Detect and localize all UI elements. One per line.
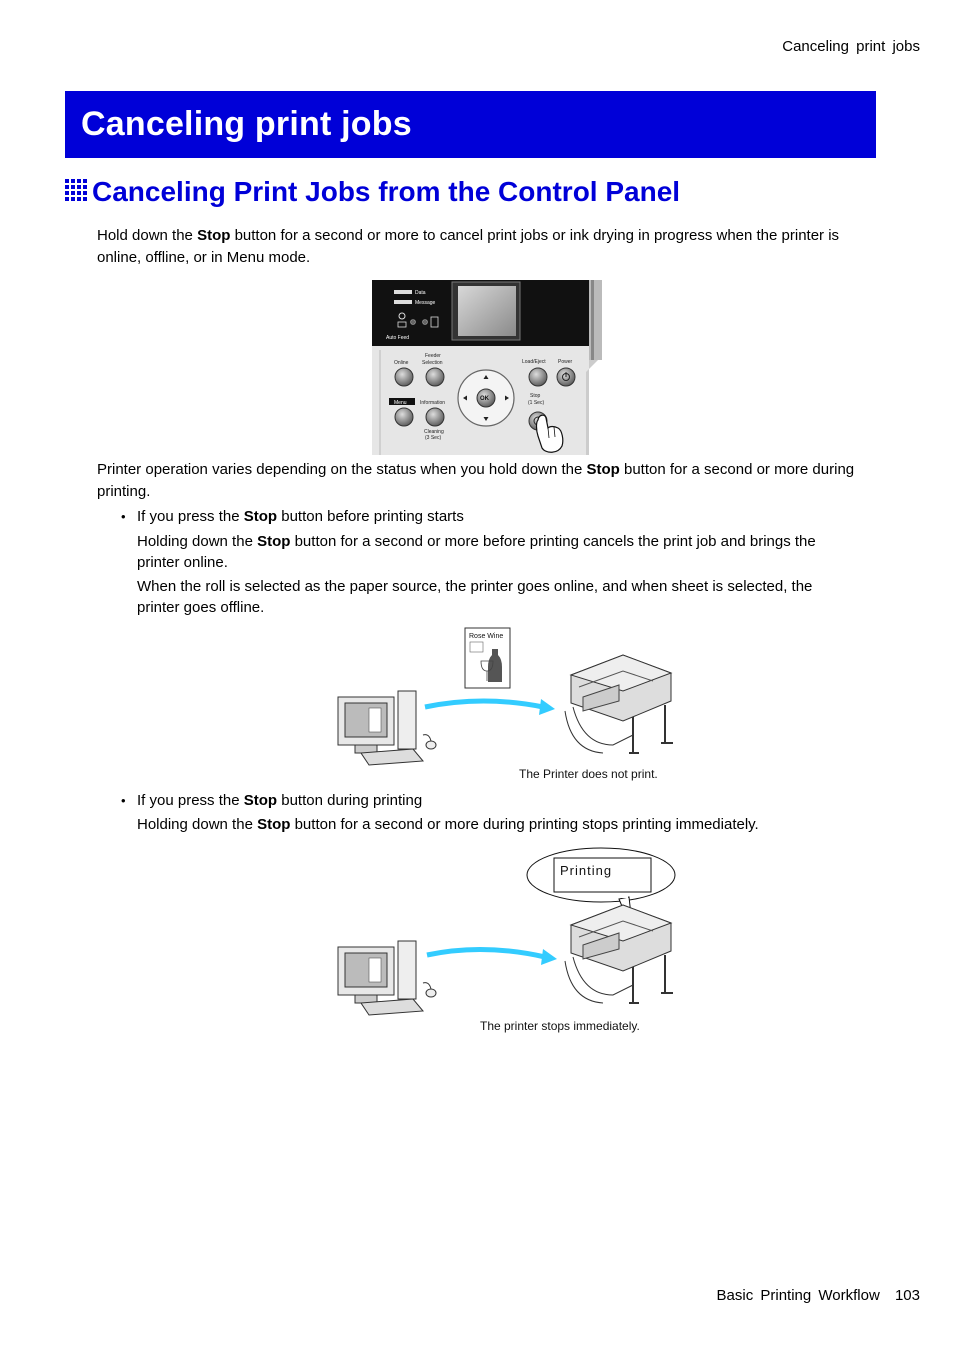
bullet-2-detail: [137, 814, 857, 836]
bullet-1-pre: If you press the: [137, 508, 244, 525]
intro-text-bold: Stop: [197, 227, 231, 244]
section-heading: [65, 176, 680, 208]
cleaning-label-1: Cleaning: [424, 429, 444, 435]
bullet-1-detail-1-post: button for a second or more before printing cancels the print job and brings the printer online.: [137, 533, 816, 571]
stop-label-1: Stop: [530, 393, 541, 399]
auto-feed-label: Auto Feed: [386, 335, 410, 341]
message-lamp-label: Message: [415, 300, 436, 306]
intro-paragraph: [97, 225, 857, 269]
stop-label-2: (1 Sec): [528, 400, 545, 406]
print-job-card: [465, 628, 510, 688]
page-title: Canceling print jobs: [81, 105, 412, 143]
figure-printer-does-not-print: [333, 625, 678, 785]
bullet-1-post: button before printing starts: [277, 508, 464, 525]
section-title: Canceling Print Jobs from the Control Panel: [92, 176, 681, 207]
menu-button[interactable]: [395, 408, 413, 426]
cleaning-label-2: (3 Sec): [425, 435, 442, 441]
title-bar: [65, 91, 876, 158]
operation-note-pre: Printer operation varies depending on the status when you hold down the: [97, 461, 587, 478]
bullet-1-detail-2: When the roll is selected as the paper source, the printer goes online, and when sheet is selected, the printer goes offline.: [137, 578, 813, 616]
bullet-1-detail-1-bold: Stop: [257, 533, 291, 550]
bullet-1-detail-1-pre: Holding down the: [137, 533, 258, 550]
information-label: Information: [420, 400, 446, 406]
load-eject-label: Load/Eject: [522, 359, 546, 365]
printer-icon: [565, 655, 673, 753]
bullet-2-bold: Stop: [243, 792, 278, 809]
feeder-selection-button[interactable]: [426, 368, 444, 386]
bullet-1-detail-1: [137, 531, 857, 573]
computer-icon: [338, 941, 436, 1015]
figure-1-caption: The Printer does not print.: [519, 767, 658, 781]
figure-printer-stops: [333, 845, 678, 1037]
printing-status-text: Printing: [560, 863, 613, 878]
bullet-2-pre: If you press the: [137, 792, 244, 809]
operation-note-bold: Stop: [586, 461, 620, 478]
control-panel-illustration: [372, 280, 602, 455]
computer-icon: [338, 691, 436, 765]
operation-note: [97, 459, 857, 503]
online-label: Online: [394, 360, 409, 366]
intro-text-post: button for a second or more to cancel print jobs or ink drying in progress when the printer is online, offline, or in Menu mode.: [97, 227, 840, 266]
transfer-arrow: [425, 701, 543, 707]
page-number: 103: [894, 1287, 920, 1304]
bullet-1-mark: •: [121, 509, 126, 524]
feeder-label-2: Selection: [422, 360, 443, 366]
online-button[interactable]: [395, 368, 413, 386]
intro-text-pre: Hold down the: [97, 227, 198, 244]
data-lamp-label: Data: [415, 290, 426, 296]
running-head: Canceling print jobs: [782, 38, 920, 55]
figure-2-caption: The printer stops immediately.: [480, 1019, 640, 1033]
load-eject-button[interactable]: [529, 368, 547, 386]
bullet-1-bold: Stop: [243, 508, 278, 525]
card-label: Rose Wine: [469, 633, 504, 640]
information-button[interactable]: [426, 408, 444, 426]
page-footer: [717, 1287, 920, 1304]
bullet-2-detail-pre: Holding down the: [137, 816, 258, 833]
footer-section: Basic Printing Workflow: [716, 1287, 880, 1304]
bullet-2-mark: •: [121, 793, 126, 808]
power-label: Power: [558, 359, 573, 365]
bullet-2-post: button during printing: [277, 792, 423, 809]
feeder-label-1: Feeder: [425, 353, 441, 359]
bullet-1-heading: [137, 506, 857, 528]
operation-note-post: button for a second or more during printing.: [97, 461, 855, 500]
menu-label: Menu: [394, 400, 407, 406]
ok-label: OK: [480, 396, 489, 402]
printer-icon: [565, 905, 673, 1003]
grid-icon: [65, 179, 87, 206]
transfer-arrow: [427, 949, 545, 957]
bullet-2-detail-post: button for a second or more during printing stops printing immediately.: [290, 816, 759, 833]
bullet-2-heading: [137, 790, 857, 812]
bullet-2-detail-bold: Stop: [257, 816, 291, 833]
